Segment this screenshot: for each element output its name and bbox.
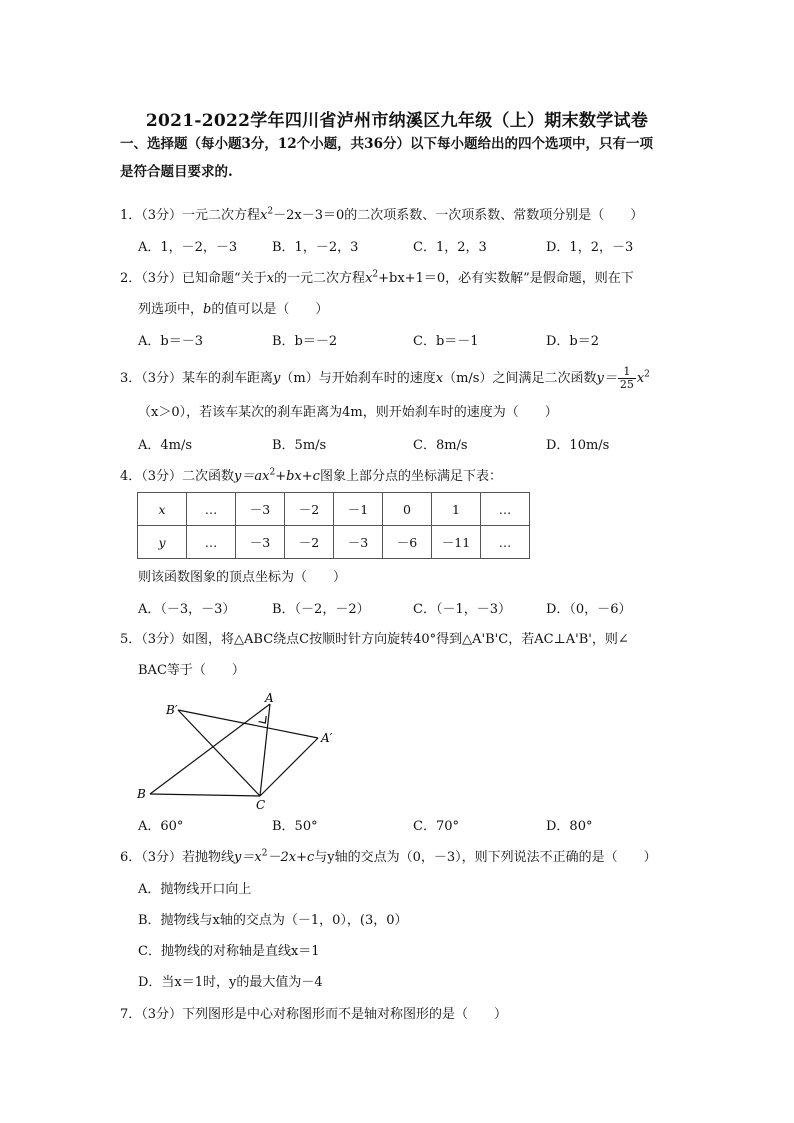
section-heading-line1: 一、选择题（每小题3分，12个小题，共36分）以下每小题给出的四个选项中，只有一项 (120, 136, 653, 152)
q3-option-d[interactable]: D．10m/s (546, 438, 610, 453)
segment-BA (150, 704, 270, 794)
question-5-line2: BAC等于（ ） (138, 663, 245, 678)
table-cell: 1 (432, 493, 481, 526)
q5-option-c[interactable]: C．70° (413, 819, 459, 834)
q2-line2-c: 的值可以是（ ） (211, 302, 329, 317)
q2-option-c[interactable]: C．b＝－1 (413, 334, 479, 349)
q6-func-rest: －2x+c (267, 850, 315, 865)
table-cell: x (138, 493, 187, 526)
q6-text-a: 6．（3分）若抛物线 (120, 850, 235, 865)
q6-func: y＝x (234, 850, 262, 865)
table-cell: －6 (383, 526, 432, 559)
table-row-y (138, 526, 530, 559)
q6-exp: 2 (261, 848, 268, 859)
q6-option-a[interactable]: A．抛物线开口向上 (138, 882, 252, 897)
q4-option-c[interactable]: C．（－1，－3） (413, 602, 511, 617)
q6-text-b: 与y轴的交点为（0，－3），则下列说法不正确的是（ ） (314, 850, 657, 865)
q2-eq-exp: 2 (372, 269, 379, 280)
question-7-line1: 7．（3分）下列图形是中心对称图形而不是轴对称图形的是（ ） (120, 1007, 508, 1022)
q3-frac-num: 1 (618, 366, 636, 379)
q4-value-table (137, 492, 530, 559)
section-heading-line2: 是符合题目要求的. (120, 164, 233, 180)
rotation-figure (130, 690, 350, 810)
q3-text-a: 3．（3分）某车的刹车距离 (120, 371, 274, 386)
q1-var-x: x (260, 208, 268, 223)
q1-option-c[interactable]: C．1，2，3 (413, 240, 487, 255)
question-1 (120, 206, 643, 226)
q1-option-b[interactable]: B．1，－2，3 (272, 240, 359, 255)
q4-func: y＝ax (234, 469, 270, 484)
q3-option-a[interactable]: A．4m/s (138, 438, 193, 453)
q2-option-b[interactable]: B．b＝－2 (272, 334, 338, 349)
q2-option-a[interactable]: A．b＝－3 (138, 334, 203, 349)
q2-text-a: 2．（3分）已知命题“关于 (120, 271, 267, 286)
table-cell: －2 (285, 526, 334, 559)
table-cell: … (187, 493, 236, 526)
label-C: C (256, 798, 266, 810)
table-cell: －2 (285, 493, 334, 526)
question-2-line1 (120, 269, 634, 289)
table-cell: －1 (334, 493, 383, 526)
table-cell: 0 (383, 493, 432, 526)
q1-option-a[interactable]: A．1，－2，－3 (138, 240, 238, 255)
q3-func: y＝ (596, 371, 617, 386)
q4-func-rest: +bx+c (275, 469, 320, 484)
q5-option-b[interactable]: B．50° (272, 819, 318, 834)
q3-text-c: （m/s）之间满足二次函数 (443, 371, 597, 386)
right-angle-mark (259, 716, 267, 723)
q4-option-b[interactable]: B．（－2，－2） (272, 602, 370, 617)
segment-BC (150, 794, 260, 796)
question-2-line2 (138, 300, 328, 320)
q3-func-exp: 2 (644, 369, 650, 380)
table-row-x (138, 493, 530, 526)
table-cell: －3 (236, 526, 285, 559)
q4-text-b: 图象上部分点的坐标满足下表： (319, 469, 502, 484)
q2-option-d[interactable]: D．b＝2 (546, 334, 600, 349)
q6-option-c[interactable]: C．抛物线的对称轴是直线x＝1 (138, 944, 320, 959)
q2-eq-x: x (365, 271, 373, 286)
question-5-line1: 5．（3分）如图，将△ABC绕点C按顺时针方向旋转40°得到△A'B'C，若AC⊥A'B'，则∠ (120, 632, 629, 647)
q3-text-b: （m）与开始刹车时的速度 (280, 371, 436, 386)
table-cell: －3 (236, 493, 285, 526)
section-heading (120, 130, 680, 186)
label-B-prime: B′ (166, 703, 178, 717)
q4-option-d[interactable]: D．（0，－6） (546, 602, 632, 617)
q2-eq-rest: +bx+1＝0，必有实数解”是假命题，则在下 (378, 271, 634, 286)
table-cell: … (481, 526, 530, 559)
table-cell: －11 (432, 526, 481, 559)
q6-option-b[interactable]: B．抛物线与x轴的交点为（－1，0），(3，0） (138, 913, 408, 928)
q1-exp: 2 (267, 206, 274, 217)
question-3-line2: （x＞0），若该车某次的刹车距离为4m，则开始刹车时的速度为（ ） (138, 405, 558, 420)
table-cell: … (187, 526, 236, 559)
table-cell: … (481, 493, 530, 526)
segment-A1C (260, 738, 318, 796)
q3-func-x: x (636, 371, 645, 386)
segment-B1A1 (178, 710, 318, 738)
q1-rest: －2x－3＝0的二次项系数、一次项系数、常数项分别是（ ） (273, 208, 644, 223)
question-6-line1 (120, 848, 657, 868)
table-cell: y (138, 526, 187, 559)
q3-option-b[interactable]: B．5m/s (272, 438, 327, 453)
q3-option-c[interactable]: C．8m/s (413, 438, 468, 453)
q3-var-x: x (435, 371, 444, 386)
q5-option-d[interactable]: D．80° (546, 819, 593, 834)
q3-fraction (618, 366, 636, 391)
q5-option-a[interactable]: A．60° (138, 819, 184, 834)
segment-AC (260, 704, 270, 796)
q2-var-x: x (266, 271, 275, 286)
q2-text-b: 的一元二次方程 (274, 271, 366, 286)
q4-option-a[interactable]: A．（－3，－3） (138, 602, 236, 617)
label-A-prime: A′ (321, 731, 333, 745)
q4-text-a: 4．（3分）二次函数 (120, 469, 235, 484)
q3-var-y: y (273, 371, 281, 386)
q2-var-b: b (203, 302, 212, 317)
exam-title: 2021-2022学年四川省泸州市纳溪区九年级（上）期末数学试卷 (145, 111, 649, 131)
segment-B1C (178, 710, 260, 796)
label-B: B (137, 787, 146, 801)
question-4-line1 (120, 467, 502, 487)
label-A: A (265, 691, 274, 705)
q1-option-d[interactable]: D．1，2，－3 (546, 240, 634, 255)
question-4-line2: 则该函数图象的顶点坐标为（ ） (138, 570, 347, 585)
q1-prefix: 1．（3分）一元二次方程 (120, 208, 261, 223)
question-3-line1 (120, 366, 650, 391)
table-cell: －3 (334, 526, 383, 559)
q4-exp: 2 (269, 467, 276, 478)
q6-option-d[interactable]: D．当x＝1时，y的最大值为－4 (138, 975, 323, 990)
q3-frac-den: 25 (619, 378, 634, 391)
q2-line2-a: 列选项中， (138, 302, 204, 317)
